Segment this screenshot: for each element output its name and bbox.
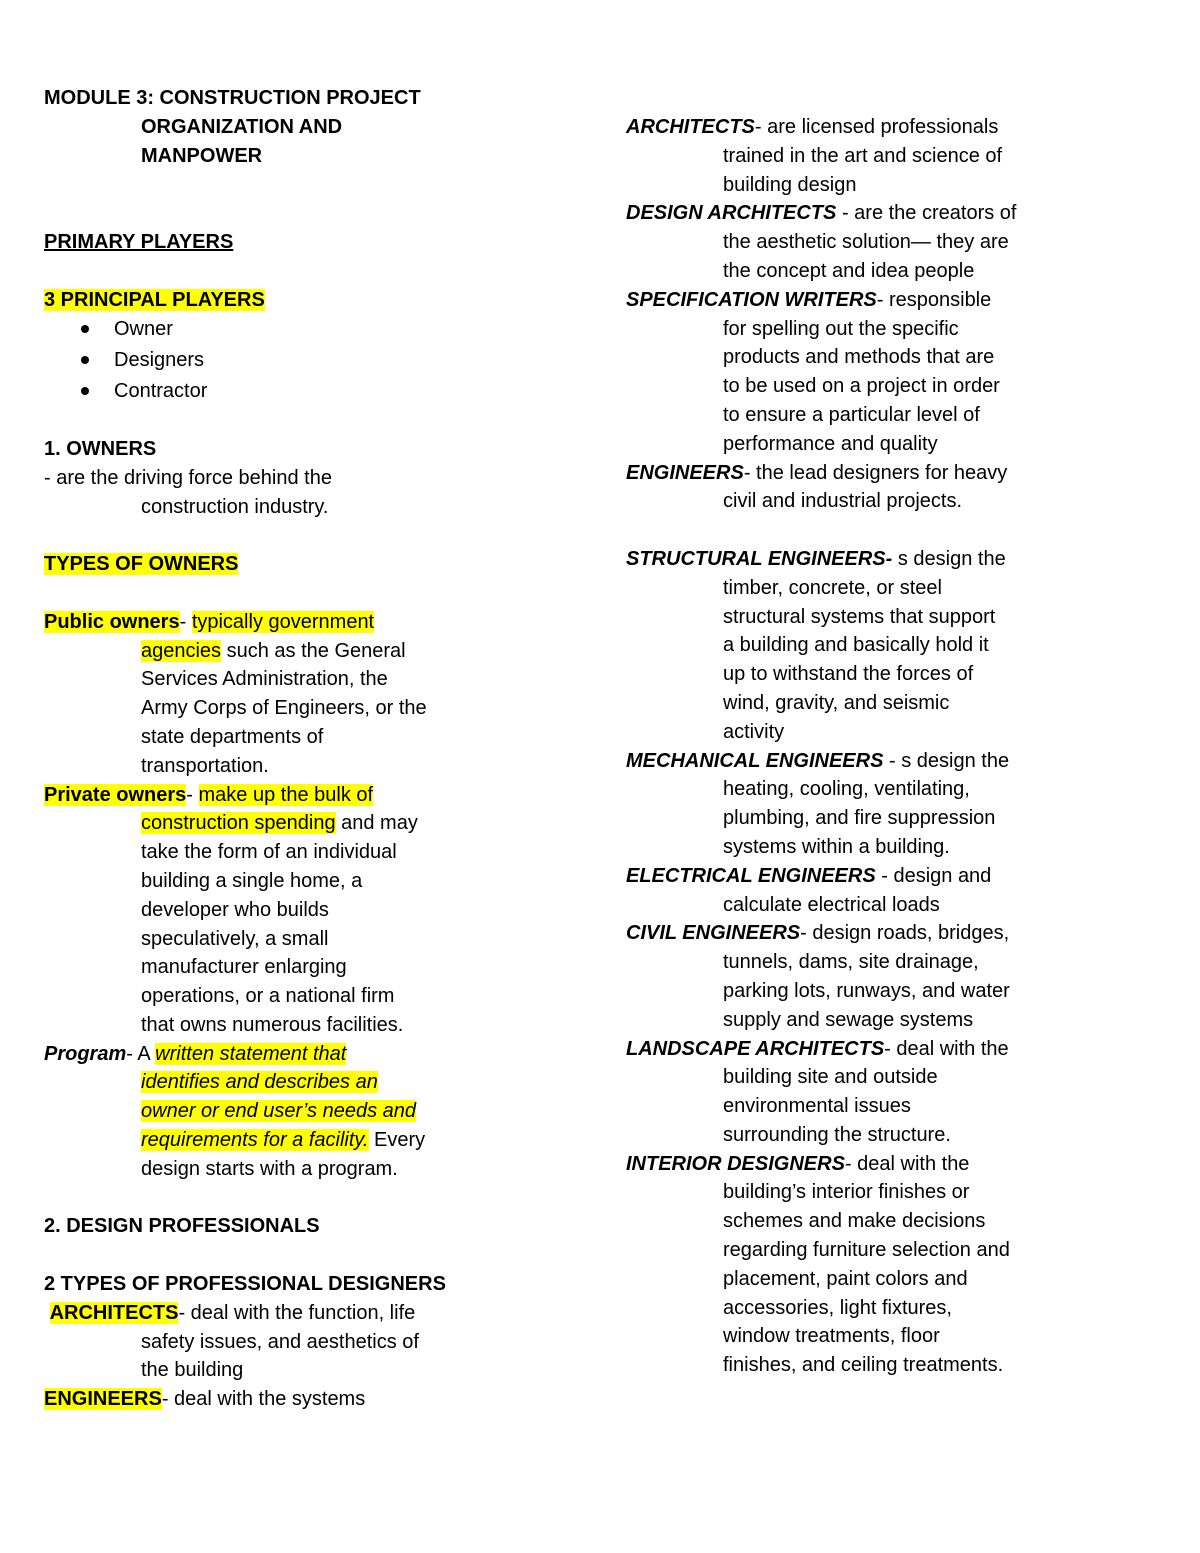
- module-title-line-3: MANPOWER: [141, 144, 263, 167]
- term: CIVIL ENGINEERS: [626, 922, 801, 945]
- principal-players-heading: 3 PRINCIPAL PLAYERS: [44, 288, 265, 311]
- design-professionals-heading: 2. DESIGN PROFESSIONALS: [44, 1215, 320, 1238]
- private-owners-entry: Private owners- make up the bulk of construction spending and may take the form of an individual building a single home, a developer who builds speculatively, a small manufacturer enlarging operations, or a national firm that owns numerous facilities.: [44, 783, 418, 1036]
- term: Public owners: [44, 610, 180, 633]
- term: STRUCTURAL ENGINEERS-: [626, 547, 893, 570]
- bullet-icon: [81, 356, 89, 364]
- principal-players-list: [44, 314, 564, 406]
- list-item: Owner: [44, 314, 564, 345]
- term: ENGINEERS: [44, 1388, 162, 1411]
- left-column: [44, 84, 564, 1414]
- term: SPECIFICATION WRITERS: [626, 288, 877, 311]
- definition-entry-mechanical-engineers: MECHANICAL ENGINEERS - s design the heating, cooling, ventilating, plumbing, and fire suppression systems within a building.: [626, 749, 1010, 858]
- types-of-owners-heading: TYPES OF OWNERS: [44, 553, 239, 576]
- term: Program: [44, 1042, 127, 1065]
- module-title-line-1: MODULE 3: CONSTRUCTION PROJECT: [44, 87, 421, 109]
- term: ELECTRICAL ENGINEERS: [626, 864, 876, 887]
- engineers-entry: ENGINEERS- deal with the systems: [44, 1388, 366, 1411]
- architects-entry: ARCHITECTS- deal with the function, life safety issues, and aesthetics of the building: [49, 1301, 419, 1382]
- definition-entry-design-architects: DESIGN ARCHITECTS - are the creators of the aesthetic solution— they are the concept and idea people: [626, 202, 1017, 282]
- term: MECHANICAL ENGINEERS: [626, 749, 884, 772]
- list-item: Designers: [44, 345, 564, 376]
- term: ARCHITECTS: [49, 1301, 179, 1324]
- module-title-line-2: ORGANIZATION AND: [141, 115, 343, 138]
- term: ENGINEERS: [626, 461, 744, 484]
- types-of-designers-heading: 2 TYPES OF PROFESSIONAL DESIGNERS: [44, 1273, 446, 1296]
- owners-definition-line-1: - are the driving force behind the: [44, 466, 332, 489]
- term: DESIGN ARCHITECTS: [626, 202, 837, 225]
- definition-entry-electrical-engineers: ELECTRICAL ENGINEERS - design and calculate electrical loads: [626, 864, 992, 916]
- right-column: [626, 113, 1166, 1380]
- definition-entry-architects: ARCHITECTS- are licensed professionals trained in the art and science of building design: [626, 116, 1003, 196]
- definition-entry-structural-engineers: STRUCTURAL ENGINEERS- s design the timber, concrete, or steel structural systems that support a building and basically hold it up to withstand the forces of wind, gravity, and seismic activity: [626, 547, 1006, 743]
- list-item: Contractor: [44, 376, 564, 407]
- term: LANDSCAPE ARCHITECTS: [626, 1037, 885, 1060]
- definition-entry-landscape-architects: LANDSCAPE ARCHITECTS- deal with the building site and outside environmental issues surrounding the structure.: [626, 1037, 1009, 1146]
- term: Private owners: [44, 783, 187, 806]
- term: INTERIOR DESIGNERS: [626, 1152, 845, 1175]
- definition-entry-interior-designers: INTERIOR DESIGNERS- deal with the building’s interior finishes or schemes and make decisions regarding furniture selection and placement, paint colors and accessories, light fixtures, window treatments, floor finishes, and ceiling treatments.: [626, 1152, 1010, 1377]
- owners-heading: 1. OWNERS: [44, 437, 157, 460]
- definition-entry-specification-writers: SPECIFICATION WRITERS- responsible for spelling out the specific products and methods that are to be used on a project in order to ensure a particular level of performance and quality: [626, 288, 1000, 455]
- term: ARCHITECTS: [626, 116, 755, 138]
- bullet-icon: [81, 387, 89, 395]
- definition-entry-engineers: ENGINEERS- the lead designers for heavy civil and industrial projects.: [626, 461, 1008, 513]
- owners-definition-line-2: construction industry.: [141, 495, 329, 518]
- bullet-icon: [81, 325, 89, 333]
- primary-players-heading: PRIMARY PLAYERS: [44, 230, 234, 253]
- definition-entry-civil-engineers: CIVIL ENGINEERS- design roads, bridges, tunnels, dams, site drainage, parking lots, runways, and water supply and sewage systems: [626, 922, 1010, 1031]
- public-owners-entry: Public owners- typically government agencies such as the General Services Administration, the Army Corps of Engineers, or the state departments of transportation.: [44, 610, 427, 777]
- program-entry: Program- A written statement that identifies and describes an owner or end user’s needs and requirements for a facility. Every design starts with a program.: [44, 1042, 426, 1180]
